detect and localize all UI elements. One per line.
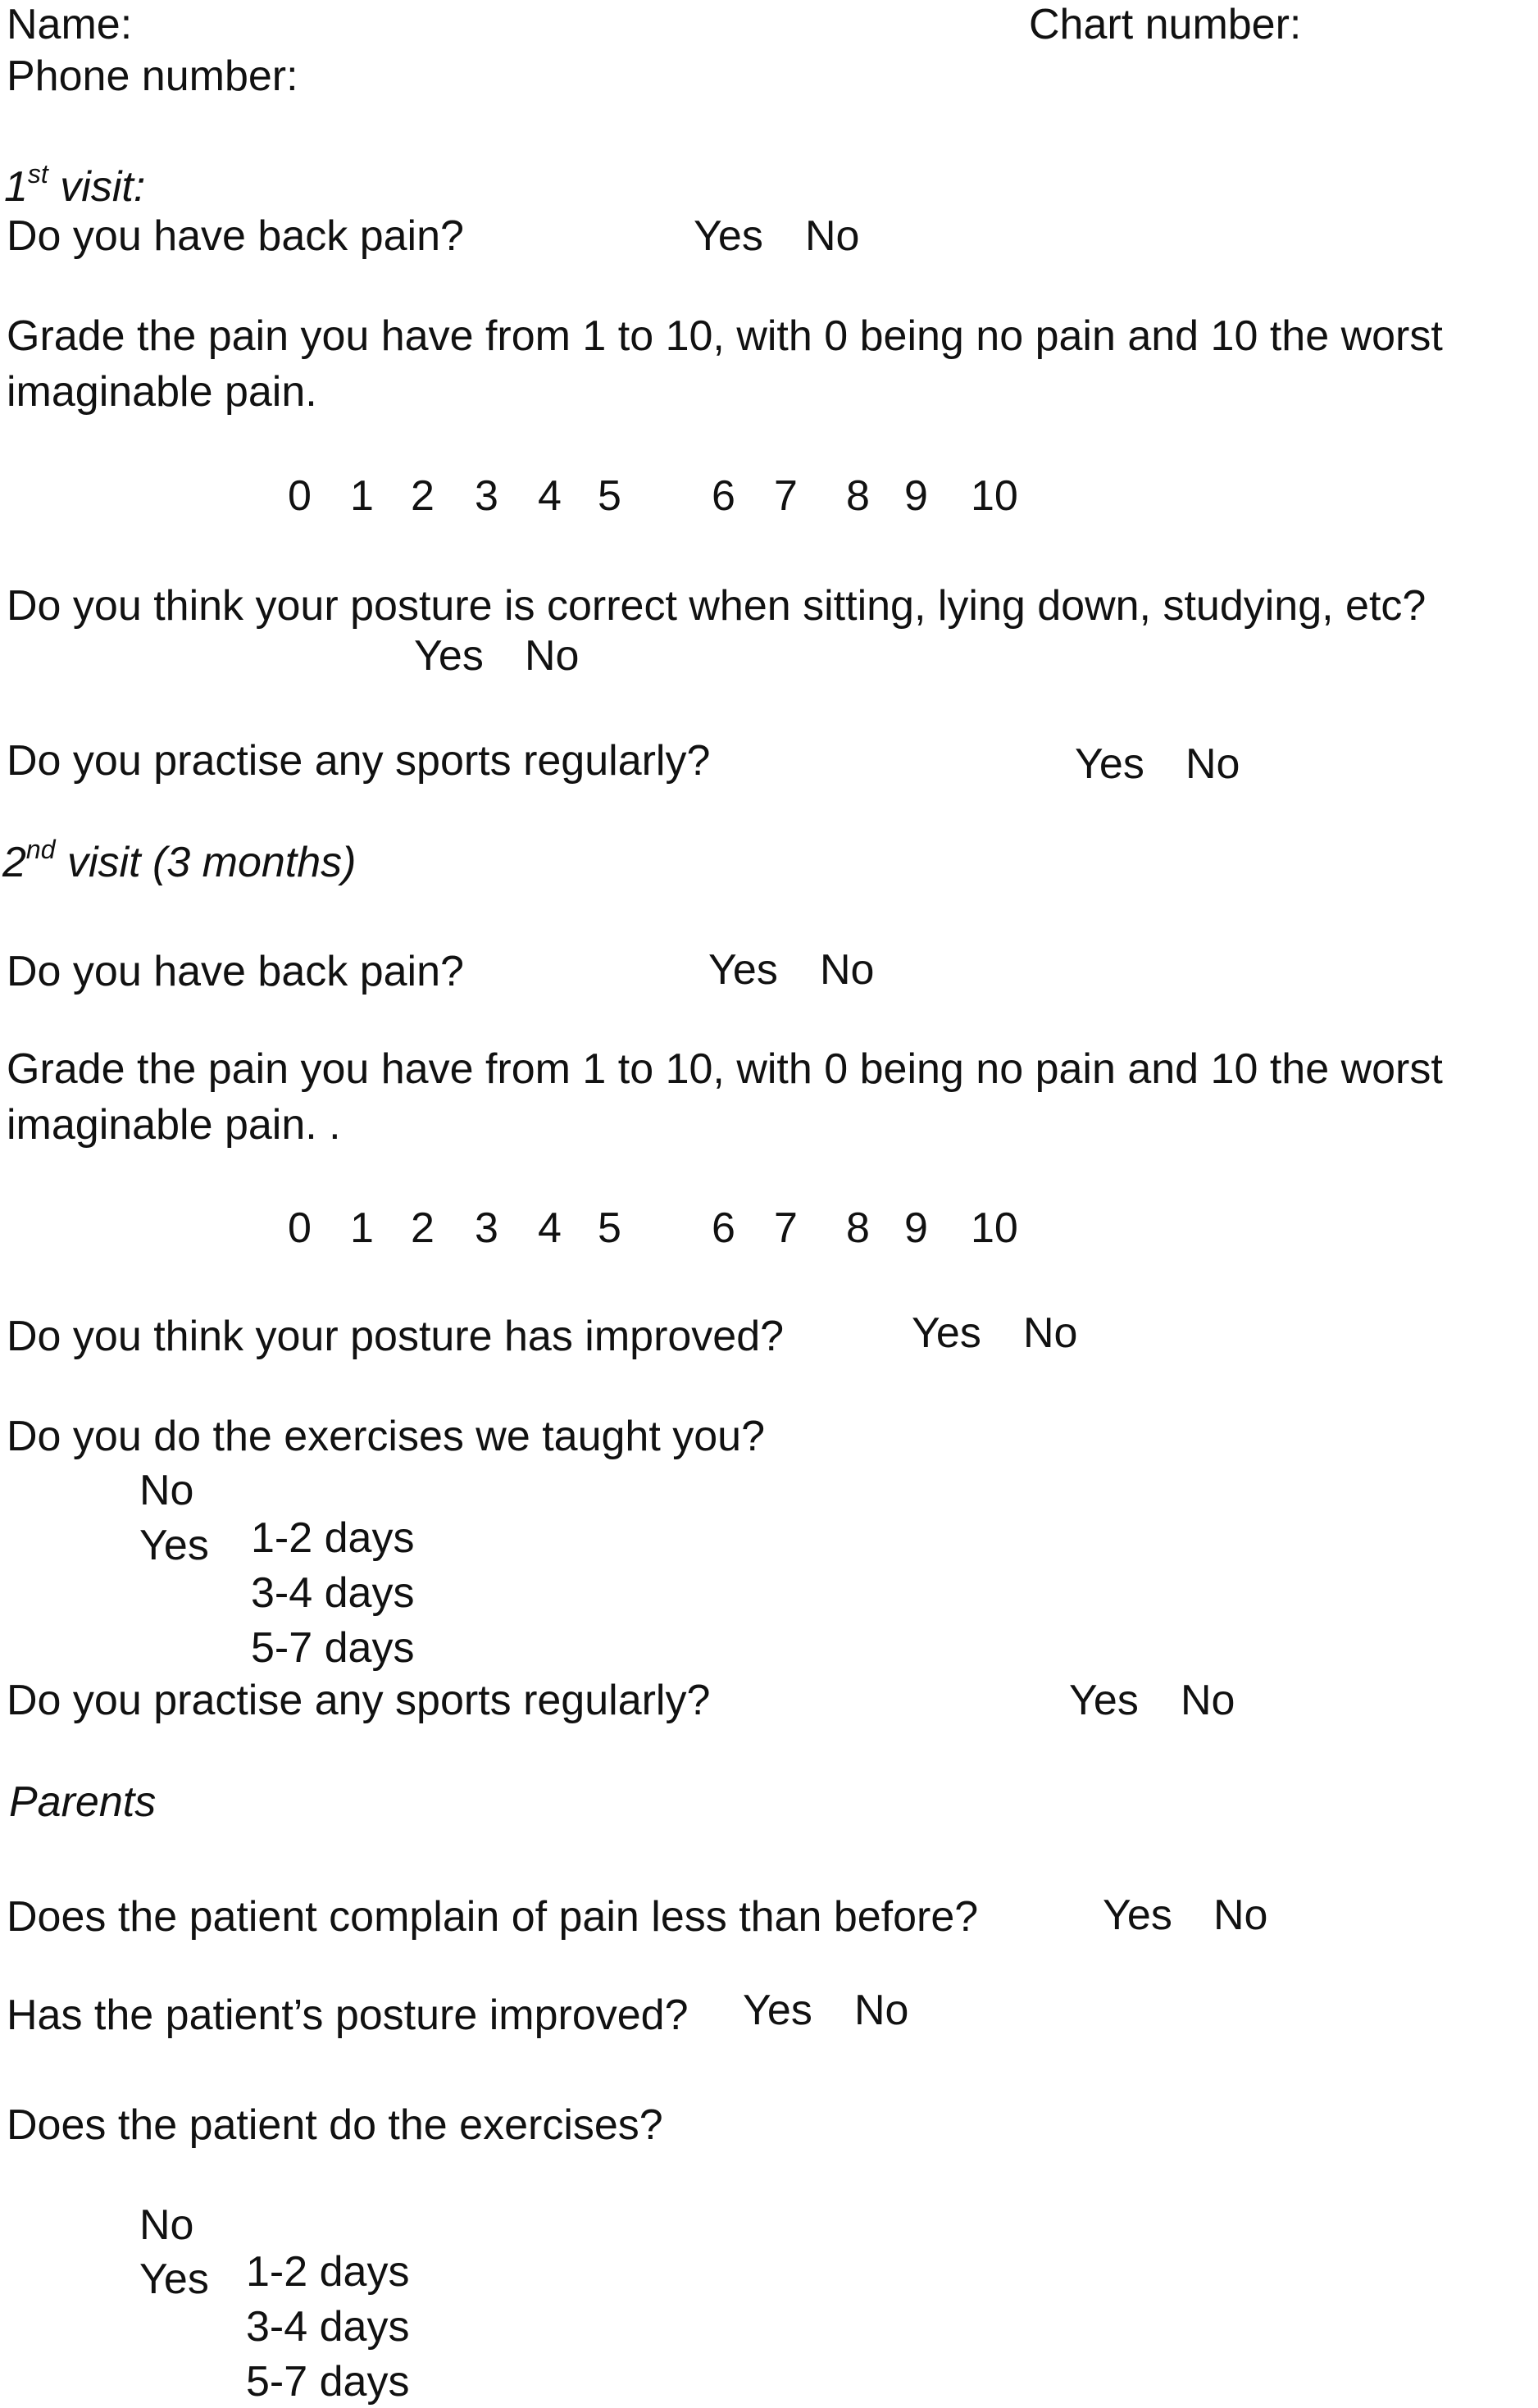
visit1-sports-yes[interactable]: Yes	[1075, 740, 1144, 788]
visit2-back-pain-question: Do you have back pain?	[7, 948, 464, 995]
visit2-exercises-question: Do you do the exercises we taught you?	[7, 1413, 766, 1460]
visit2-sports-yes[interactable]: Yes	[1069, 1677, 1139, 1724]
visit2-scale-9[interactable]: 9	[904, 1204, 928, 1252]
visit1-posture-no[interactable]: No	[525, 632, 580, 680]
visit1-scale-8[interactable]: 8	[846, 472, 870, 520]
visit2-scale-2[interactable]: 2	[411, 1204, 435, 1252]
chart-number-label: Chart number:	[1029, 1, 1302, 48]
visit2-scale-8[interactable]: 8	[846, 1204, 870, 1252]
visit1-scale-0[interactable]: 0	[288, 472, 312, 520]
visit1-posture-yes[interactable]: Yes	[414, 632, 484, 680]
visit2-posture-improved-no[interactable]: No	[1023, 1309, 1078, 1357]
visit2-scale-3[interactable]: 3	[475, 1204, 498, 1252]
visit2-back-pain-yes[interactable]: Yes	[708, 946, 778, 994]
visit2-scale-4[interactable]: 4	[538, 1204, 562, 1252]
visit2-exercises-yes[interactable]: Yes	[139, 1522, 209, 1569]
parents-posture-question: Has the patient’s posture improved?	[7, 1991, 689, 2039]
visit2-exercises-days-5-7[interactable]: 5-7 days	[251, 1624, 415, 1672]
parents-exercises-question: Does the patient do the exercises?	[7, 2101, 663, 2149]
visit1-grade-question-line1: Grade the pain you have from 1 to 10, with 0 being no pain and 10 the worst	[7, 312, 1443, 360]
visit2-scale-0[interactable]: 0	[288, 1204, 312, 1252]
visit1-scale-7[interactable]: 7	[774, 472, 798, 520]
name-label: Name:	[7, 1, 133, 48]
parents-pain-less-question: Does the patient complain of pain less than before?	[7, 1893, 979, 1941]
visit2-grade-question-line2: imaginable pain. .	[7, 1101, 341, 1149]
visit1-scale-4[interactable]: 4	[538, 472, 562, 520]
parents-exercises-no[interactable]: No	[139, 2201, 194, 2249]
visit2-scale-5[interactable]: 5	[598, 1204, 621, 1252]
visit2-sports-question: Do you practise any sports regularly?	[7, 1677, 711, 1724]
visit2-sports-no[interactable]: No	[1181, 1677, 1235, 1724]
parents-exercises-days-5-7[interactable]: 5-7 days	[246, 2358, 410, 2406]
visit2-scale-6[interactable]: 6	[712, 1204, 735, 1252]
visit1-scale-5[interactable]: 5	[598, 472, 621, 520]
visit1-back-pain-question: Do you have back pain?	[7, 212, 464, 260]
visit1-scale-1[interactable]: 1	[350, 472, 374, 520]
parents-exercises-days-1-2[interactable]: 1-2 days	[246, 2248, 410, 2296]
visit1-scale-9[interactable]: 9	[904, 472, 928, 520]
visit1-scale-3[interactable]: 3	[475, 472, 498, 520]
visit1-back-pain-yes[interactable]: Yes	[694, 212, 763, 260]
visit1-sports-question: Do you practise any sports regularly?	[7, 737, 711, 785]
parents-exercises-yes[interactable]: Yes	[139, 2256, 209, 2303]
visit2-heading: 2nd visit (3 months)	[2, 835, 357, 886]
visit2-posture-improved-yes[interactable]: Yes	[912, 1309, 981, 1357]
visit2-scale-10[interactable]: 10	[971, 1204, 1018, 1252]
visit1-scale-6[interactable]: 6	[712, 472, 735, 520]
phone-number-label: Phone number:	[7, 52, 298, 100]
visit1-sports-no[interactable]: No	[1185, 740, 1240, 788]
parents-posture-yes[interactable]: Yes	[743, 1987, 812, 2034]
visit2-exercises-no[interactable]: No	[139, 1467, 194, 1514]
visit1-posture-question: Do you think your posture is correct when sitting, lying down, studying, etc?	[7, 582, 1427, 630]
visit1-scale-2[interactable]: 2	[411, 472, 435, 520]
parents-pain-less-no[interactable]: No	[1213, 1891, 1268, 1939]
visit2-back-pain-no[interactable]: No	[820, 946, 875, 994]
parents-heading: Parents	[9, 1778, 157, 1826]
visit2-grade-question-line1: Grade the pain you have from 1 to 10, with 0 being no pain and 10 the worst	[7, 1045, 1443, 1093]
visit2-scale-7[interactable]: 7	[774, 1204, 798, 1252]
parents-posture-no[interactable]: No	[854, 1987, 909, 2034]
visit1-heading: 1st visit:	[4, 159, 146, 211]
visit1-grade-question-line2: imaginable pain.	[7, 368, 317, 416]
visit1-back-pain-no[interactable]: No	[805, 212, 860, 260]
parents-exercises-days-3-4[interactable]: 3-4 days	[246, 2303, 410, 2351]
parents-pain-less-yes[interactable]: Yes	[1103, 1891, 1172, 1939]
visit2-scale-1[interactable]: 1	[350, 1204, 374, 1252]
visit1-scale-10[interactable]: 10	[971, 472, 1018, 520]
visit2-exercises-days-1-2[interactable]: 1-2 days	[251, 1514, 415, 1562]
visit2-exercises-days-3-4[interactable]: 3-4 days	[251, 1569, 415, 1617]
visit2-posture-improved-question: Do you think your posture has improved?	[7, 1313, 785, 1360]
